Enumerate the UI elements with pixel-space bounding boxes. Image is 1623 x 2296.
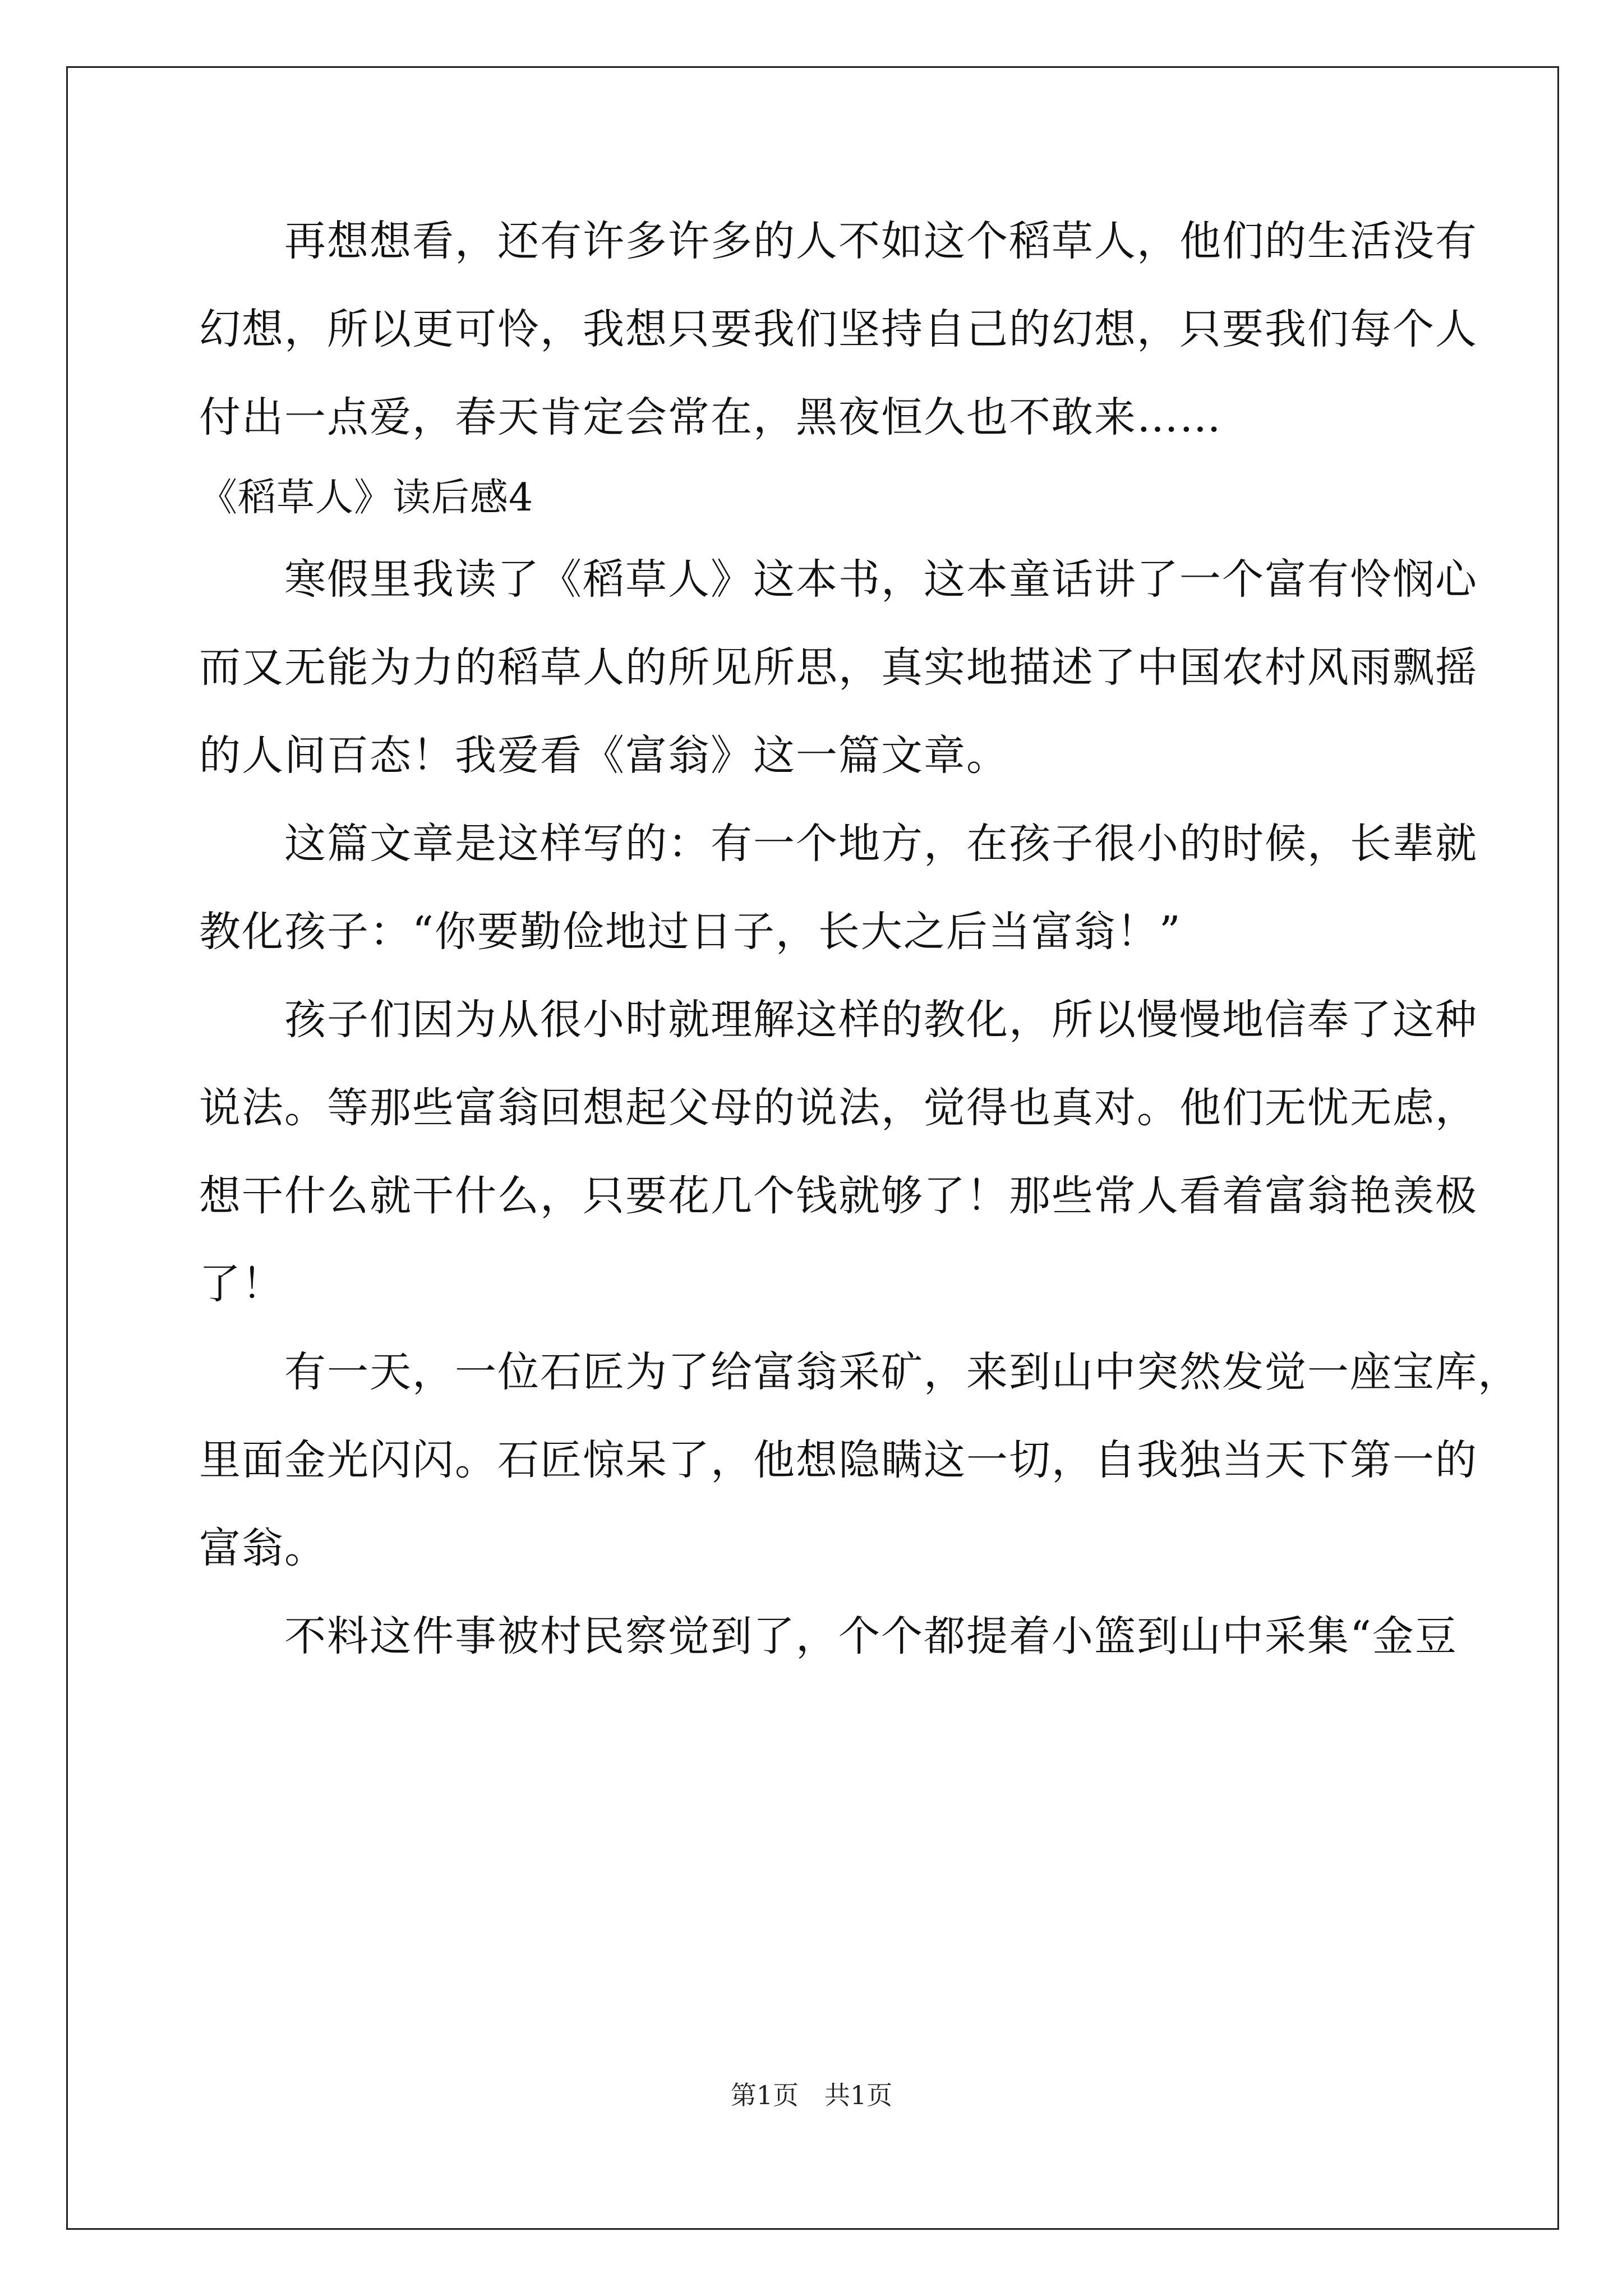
paragraph-line: 富翁。 [199,1524,327,1572]
paragraph-line: 再想想看，还有许多许多的人不如这个稻草人，他们的生活没有 [199,217,1478,265]
paragraph-line: 孩子们因为从很小时就理解这样的教化，所以慢慢地信奉了这种 [199,996,1478,1044]
section-heading: 《稻草人》读后感4 [199,476,534,520]
paragraph-line: 里面金光闪闪。石匠惊呆了，他想隐瞒这一切，自我独当天下第一的 [199,1436,1478,1484]
paragraph-line: 教化孩子：“你要勤俭地过日子，长大之后当富翁！” [199,908,1182,956]
page-number-footer: 第1页 共1页 [730,2080,893,2110]
paragraph-line: 不料这件事被村民察觉到了，个个都提着小篮到山中采集“金豆 [199,1612,1458,1660]
paragraph-line: 这篇文章是这样写的：有一个地方，在孩子很小的时候，长辈就 [199,820,1478,868]
paragraph-line: 有一天，一位石匠为了给富翁采矿，来到山中突然发觉一座宝库， [199,1348,1520,1396]
paragraph-line: 付出一点爱，春天肯定会常在，黑夜恒久也不敢来…… [199,393,1222,441]
paragraph-line: 寒假里我读了《稻草人》这本书，这本童话讲了一个富有怜悯心 [199,555,1478,604]
paragraph-line: 说法。等那些富翁回想起父母的说法，觉得也真对。他们无忧无虑， [199,1084,1478,1132]
paragraph-line: 想干什么就干什么，只要花几个钱就够了！那些常人看着富翁艳羡极 [199,1172,1478,1220]
paragraph-line: 而又无能为力的稻草人的所见所思，真实地描述了中国农村风雨飘摇 [199,643,1478,692]
paragraph-line: 的人间百态！我爱看《富翁》这一篇文章。 [199,731,1009,780]
paragraph-line: 了！ [199,1260,284,1308]
paragraph-line: 幻想，所以更可怜，我想只要我们坚持自己的幻想，只要我们每个人 [199,305,1478,353]
